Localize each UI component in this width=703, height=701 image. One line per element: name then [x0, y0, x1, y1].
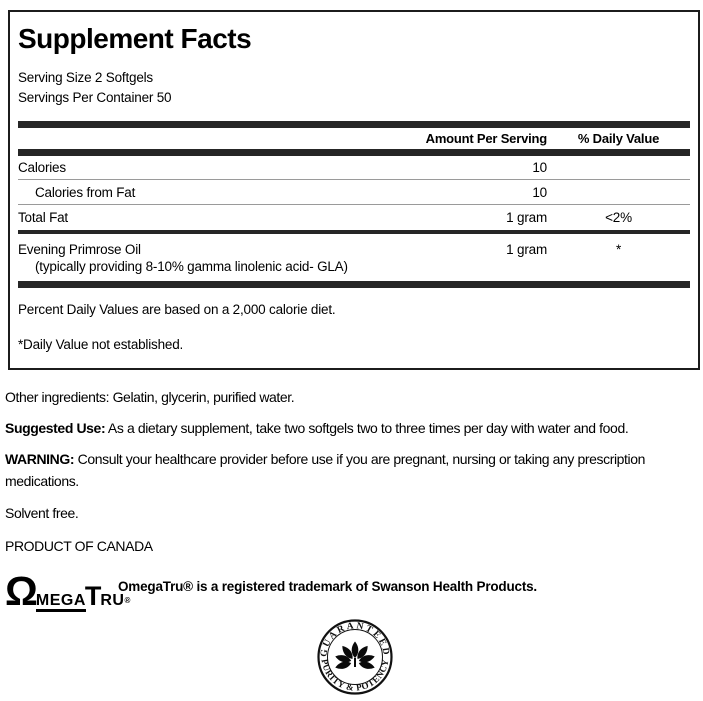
row-amount: 1 gram: [506, 242, 547, 257]
other-ingredients-text: Other ingredients: Gelatin, glycerin, purified water.: [5, 389, 295, 405]
solvent-free-text: Solvent free.: [5, 505, 79, 521]
servings-per-container: Servings Per Container 50: [18, 90, 172, 105]
table-row-calories: [18, 156, 690, 180]
divider-thick-top: [18, 121, 690, 128]
registered-mark-icon: ®: [124, 596, 131, 605]
footnote-daily-value: *Daily Value not established.: [18, 337, 184, 352]
row-name: Calories: [18, 160, 66, 175]
table-row-total-fat: [18, 205, 690, 230]
logo-mega-text: MEGA: [36, 592, 86, 612]
suggested-use-text: [5, 417, 695, 439]
warning-body: Consult your healthcare provider before use if you are pregnant, nursing or taking any prescription medications.: [5, 451, 646, 489]
row-daily-value: <2%: [605, 210, 632, 225]
warning-text: [5, 448, 685, 492]
row-name: Total Fat: [18, 210, 68, 225]
seal-leaves-icon: [334, 642, 375, 671]
row-name-block: [18, 241, 407, 275]
table-header-row: [18, 128, 690, 149]
row-daily-value: *: [615, 242, 622, 257]
logo-t-text: T: [84, 581, 102, 611]
suggested-use-label: Suggested Use:: [5, 420, 106, 436]
omegatru-logo: [5, 568, 131, 614]
omega-glyph-icon: Ω: [5, 568, 38, 614]
trademark-statement: OmegaTru® is a registered trademark of Swanson Health Products.: [118, 579, 537, 594]
supplement-facts-panel: [8, 10, 700, 370]
row-amount: 10: [532, 160, 547, 175]
product-origin-text: PRODUCT OF CANADA: [5, 538, 153, 554]
warning-label: WARNING:: [5, 451, 75, 467]
row-amount: 10: [532, 184, 547, 200]
purity-potency-seal-icon: [300, 602, 410, 701]
divider-thick-header: [18, 149, 690, 156]
seal-top-text: GUARANTEED: [319, 621, 391, 658]
seal-bottom-text: PURITY & POTENCY: [319, 658, 391, 693]
divider-thick-bottom: [18, 281, 690, 288]
row-name: Evening Primrose Oil: [18, 242, 141, 257]
row-subtext: (typically providing 8-10% gamma linolenic acid- GLA): [35, 259, 348, 274]
row-name: Calories from Fat: [35, 184, 136, 200]
suggested-use-body: As a dietary supplement, take two softgels two to three times per day with water and food.: [105, 420, 629, 436]
logo-ru-text: RU: [100, 592, 125, 609]
table-row-calories-from-fat: [18, 180, 690, 205]
footnote-calorie-diet: Percent Daily Values are based on a 2,000 calorie diet.: [18, 302, 336, 317]
serving-size: Serving Size 2 Softgels: [18, 70, 153, 85]
row-amount: 1 gram: [506, 210, 547, 225]
header-amount-per-serving: Amount Per Serving: [425, 131, 547, 146]
table-row-evening-primrose-oil: [18, 234, 690, 281]
header-daily-value: % Daily Value: [577, 131, 660, 146]
panel-title: Supplement Facts: [18, 23, 252, 54]
